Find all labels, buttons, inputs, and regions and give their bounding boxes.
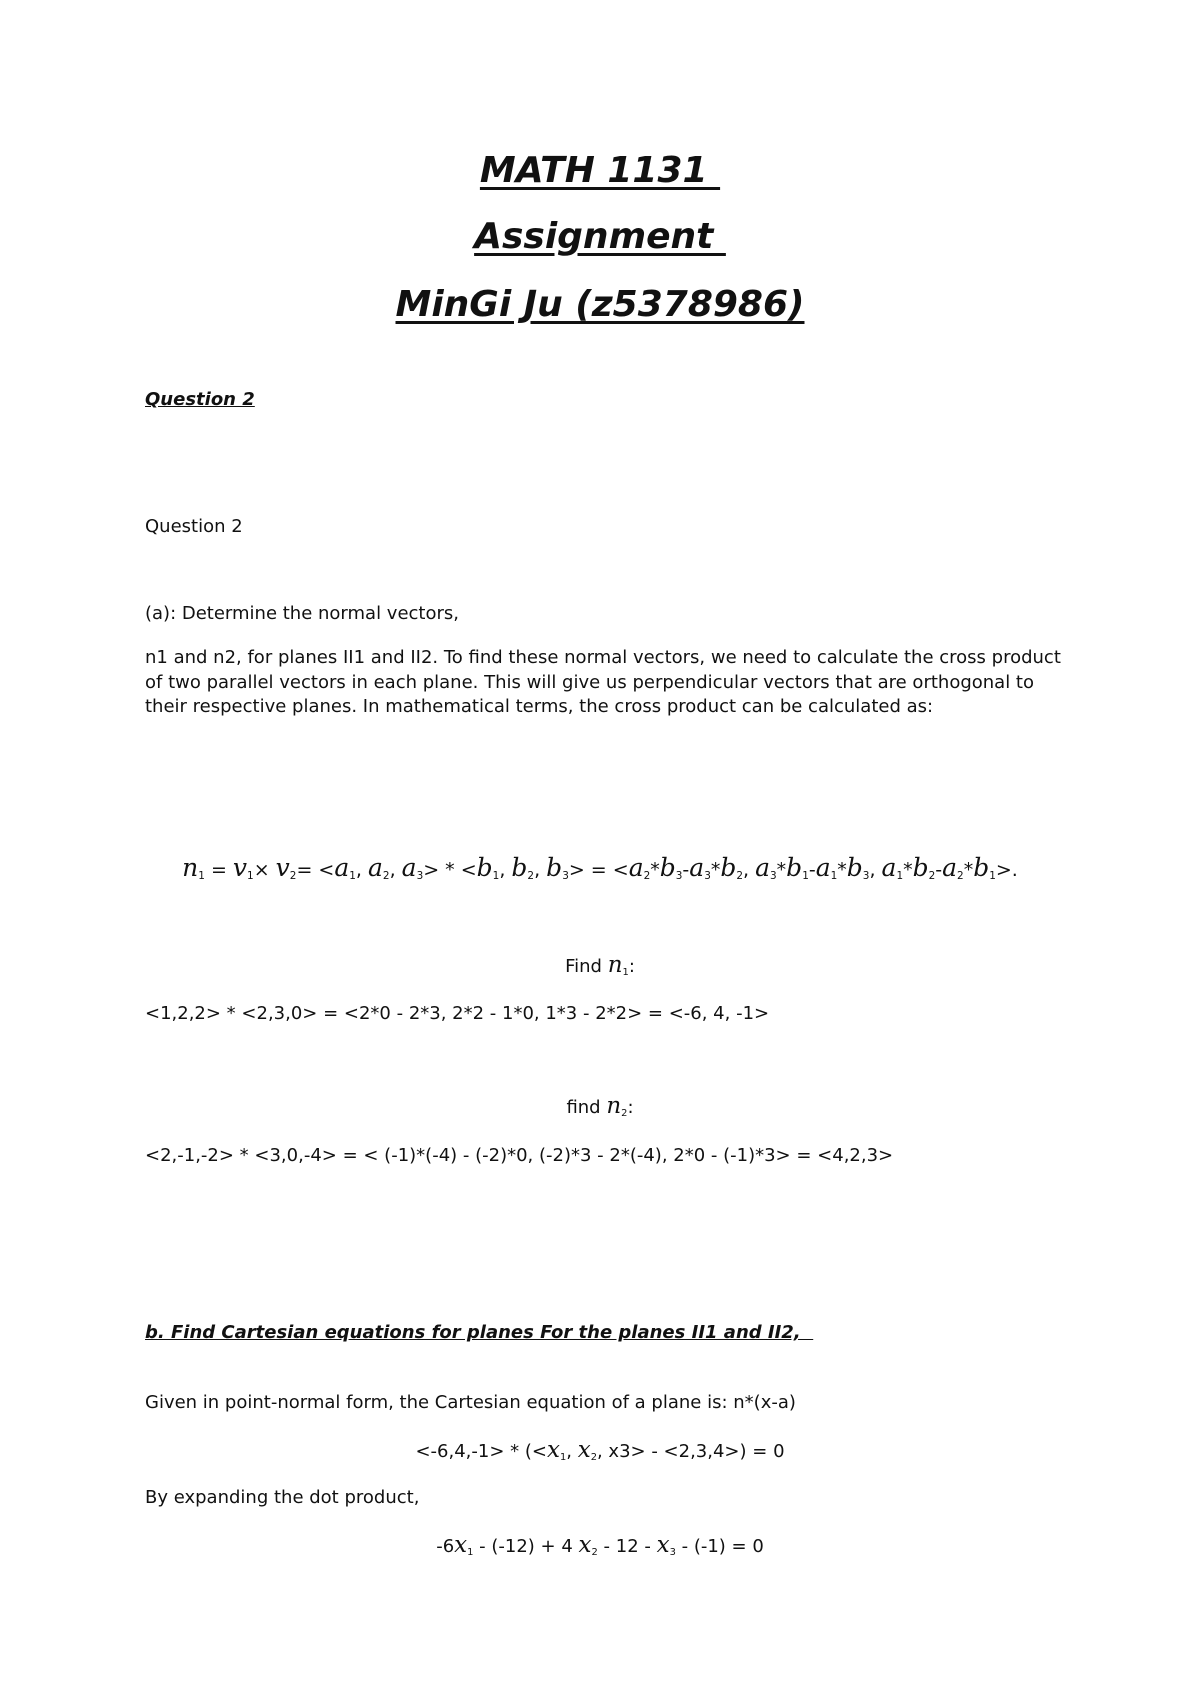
cross-product-formula: $n_1 = v_1\times v_2= <a_1$, $a_2$, $a_3> * <b_1$, $b_2$, $b_3> = <a_2*b_3-a_3*b_2$, $a_3*b_1-a_1*b_3$, $a_1*b_2-a_2*b_1>$. (182, 853, 1018, 883)
part-a-lead: (a): Determine the normal vectors, (145, 603, 459, 624)
part-a-paragraph: n1 and n2, for planes II1 and II2. To find these normal vectors, we need to calculate the cross product of two parallel vectors in each plane. This will give us perpendicular vectors that are orthogonal to their respective planes. In mathematical terms, the cross product can be calculated as: (145, 647, 1061, 717)
part-b-intro: Given in point-normal form, the Cartesian equation of a plane is: n*(x-a) (145, 1392, 796, 1413)
expand-text: By expanding the dot product, (145, 1487, 420, 1508)
assignment-title: Assignment (474, 216, 726, 257)
student-title: MinGi Ju (z5378986) (395, 284, 805, 325)
find-n1-label: Find $n_1$: (565, 952, 635, 978)
expanded-equation: $-6x_1 - (-12) + 4$ $x_2 - 12 - x_3 - (-1) = 0$ (436, 1532, 764, 1558)
find-n2-label: find $n_2$: (566, 1093, 634, 1119)
part-b-heading: b. Find Cartesian equations for planes For the planes II1 and II2, (145, 1322, 814, 1343)
find-n1-calculation: <1,2,2> * <2,3,0> = <2*0 - 2*3, 2*2 - 1*0, 1*3 - 2*2> = <-6, 4, -1> (145, 1003, 770, 1024)
cartesian-equation: $<-6,4,-1> * (<x_1$, $x_2$, x3> - <2,3,4>) = 0 (415, 1437, 785, 1463)
find-n2-calculation: <2,-1,-2> * <3,0,-4> = < (-1)*(-4) - (-2)*0, (-2)*3 - 2*(-4), 2*0 - (-1)*3> = <4,2,3> (145, 1145, 894, 1166)
question-label: Question 2 (145, 516, 243, 537)
question-heading: Question 2 (145, 389, 255, 410)
course-title: MATH 1131 (479, 150, 721, 191)
